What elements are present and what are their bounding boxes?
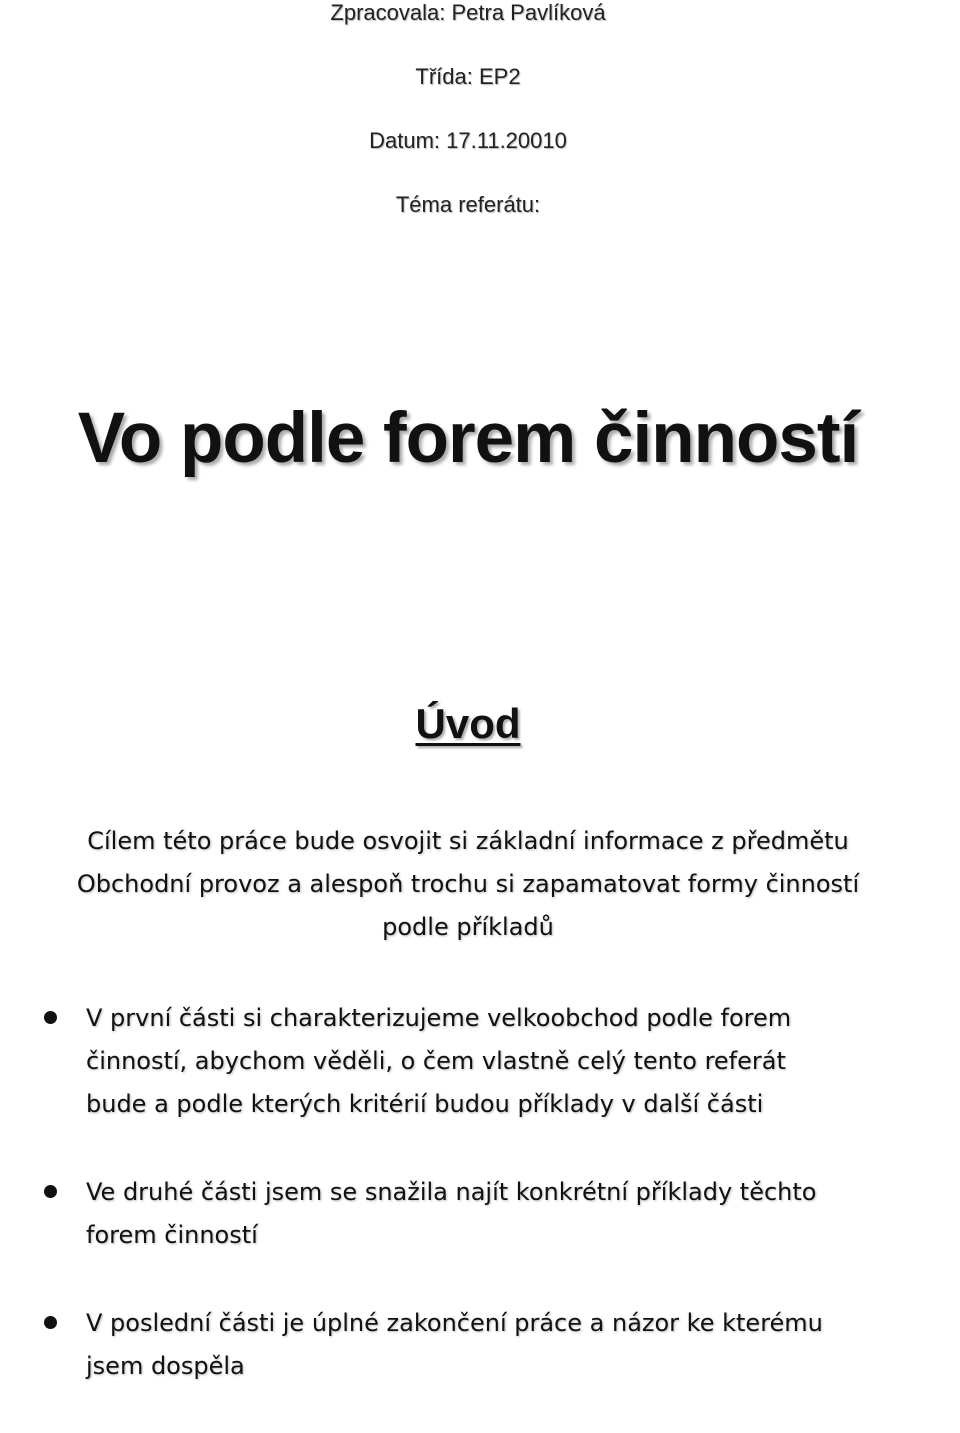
intro-line: podle příkladů (382, 913, 554, 941)
intro-line: Obchodní provoz a alespoň trochu si zapamatovat formy činností (76, 870, 860, 898)
document-title: Vo podle forem činností (77, 399, 859, 478)
list-item (0, 1302, 960, 1388)
bullet-icon (44, 1011, 57, 1024)
list-item-line: Ve druhé části jsem se snažila najít konkrétní příklady těchto (86, 1178, 817, 1206)
topic-label: Téma referátu: (395, 192, 541, 217)
bullet-icon (44, 1185, 57, 1198)
intro-line: Cílem této práce bude osvojit si základní informace z předmětu (87, 827, 849, 855)
list-item-line: V první části si charakterizujeme velkoobchod podle forem (86, 1004, 792, 1032)
section-heading-intro: Úvod (415, 700, 521, 747)
bullet-icon (44, 1316, 57, 1329)
list-item-line: činností, abychom věděli, o čem vlastně celý tento referát (86, 1047, 786, 1075)
intro-paragraph (0, 820, 936, 949)
list-item (0, 1171, 960, 1257)
date-line: Datum: 17.11.20010 (369, 128, 567, 153)
author-line: Zpracovala: Petra Pavlíková (330, 0, 606, 25)
list-item-line: V poslední části je úplné zakončení práce a názor ke kterému (86, 1309, 823, 1337)
class-line: Třída: EP2 (415, 64, 521, 89)
bullet-list (0, 997, 960, 1433)
list-item (0, 997, 960, 1126)
list-item-line: forem činností (86, 1221, 258, 1249)
list-item-line: bude a podle kterých kritérií budou příklady v další části (86, 1090, 764, 1118)
list-item-line: jsem dospěla (86, 1352, 245, 1380)
